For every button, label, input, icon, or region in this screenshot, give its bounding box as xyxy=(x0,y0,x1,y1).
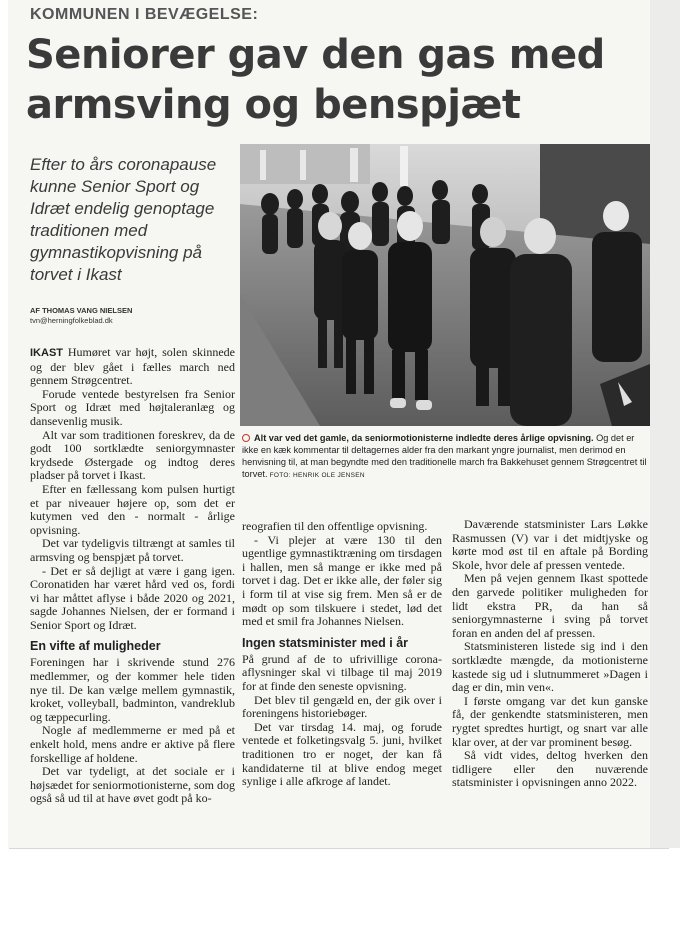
paragraph: Statsministeren listede sig ind i den sortklædte mængde, da motionisterne kastede sig ud i slutnummeret »Dagen i dag er din, min ven«. xyxy=(452,639,648,695)
adjacent-page-edge xyxy=(650,0,680,848)
paragraph: Det blev til gengæld en, der gik over i foreningens historiebøger. xyxy=(242,692,442,721)
subheading: En vifte af muligheder xyxy=(30,639,161,654)
paragraph: Forude ventede bestyrelsen fra Senior Sport og Idræt med højtaleranlæg og dansevenlig musik. xyxy=(30,386,235,428)
caption-text: Og det er ikke en kæk kommentar til deltagernes alder fra den markant yngre journalist, men derimod en henvisning til, at man begyndte med den traditionelle march fra Bakkehuset gennem Strøgcentret til torvet. xyxy=(242,433,647,479)
paragraph: Alt var som traditionen foreskrev, da de godt 100 sortklædte seniorgymnaster krydsede Østergade og indtog deres pladser på torvet i Ikast. xyxy=(30,427,235,483)
caption-marker-icon xyxy=(242,434,250,442)
paragraph: Foreningen har i skrivende stund 276 medlemmer, og der kommer hele tiden nye til. De kan vælge mellem gymnastik, kroket, volleyball, badminton, vandreklub og tæppecurling. xyxy=(30,655,235,724)
paragraph: - Vi plejer at være 130 til den ugentlige gymnastiktræning om tirsdagen i hallen, men så mange er ikke med på torvet i dag. Det er ikke alle, der føler sig i form til at vise sig frem. Men så er de mødt op som tilskuere i stedet, lød det med et smil fra Johannes Nielsen. xyxy=(242,532,442,629)
seniors-marching-photo xyxy=(240,144,650,426)
byline-author: AF THOMAS VANG NIELSEN xyxy=(30,306,133,315)
paragraph: Daværende statsminister Lars Løkke Rasmussen (V) var i det midtjyske og kørte mod øst til en aftale på Bording Skole, hvor dele af pressen ventede. xyxy=(452,517,648,572)
photo-credit: FOTO: HENRIK OLE JENSEN xyxy=(267,472,365,479)
caption-bold: Alt var ved det gamle, da seniormotionisterne indledte deres årlige opvisning. xyxy=(254,433,594,443)
paragraph: Det var tirsdag 14. maj, og forude ventede et folketingsvalg 5. juni, hvilket traditionen tro er noget, der kan få kandidaterne til at blive endog meget synlige i alle afkroge af landet. xyxy=(242,719,442,789)
paragraph: I første omgang var det kun ganske få, der genkendte statsministeren, men rygtet spredtes hurtigt, og snart var alle klar over, at der var prominent besøg. xyxy=(452,693,648,749)
dateline: IKAST xyxy=(30,347,63,359)
paragraph: Så vidt vides, deltog hverken den tidligere eller den nuværende statsminister i opvisningen anno 2022. xyxy=(452,748,648,790)
headline-line-1: Seniorer gav den gas med xyxy=(26,32,605,78)
paragraph: Det var tydeligt, at det sociale er i højsædet for seniormotionisterne, som dog også så ud til at have øvet godt på ko- xyxy=(30,764,235,806)
paragraph: Nogle af medlemmerne er med på et enkelt hold, mens andre er aktive på flere forskellige af holdene. xyxy=(30,723,235,765)
byline-email: tvn@herningfolkeblad.dk xyxy=(30,316,113,325)
lead-paragraph: Efter to års coronapause kunne Senior Sport og Idræt endelig genoptage traditionen med gymnastikopvisning på torvet i Ikast xyxy=(30,155,217,284)
paragraph: - Det er så dejligt at være i gang igen. Coronatiden har været hård ved os, fordi vi har måttet aflyse i både 2020 og 2021, sagde Johannes Nielsen, der er formand i Senior Sport og Idræt. xyxy=(30,563,235,632)
article-photo xyxy=(240,144,650,426)
byline xyxy=(30,306,230,326)
headline xyxy=(26,30,626,130)
paragraph: reografien til den offentlige opvisning. xyxy=(242,519,428,533)
paragraph: Men på vejen gennem Ikast spottede den garvede politiker muligheden for lidt ekstra PR, da han så seniorgymnasterne i sving på torvet foran en anden del af pressen. xyxy=(452,571,648,640)
paragraph: På grund af de to ufrivillige corona-aflysninger skal vi tilbage til maj 2019 for at finde den seneste opvisning. xyxy=(242,651,442,693)
headline-line-2: armsving og benspjæt xyxy=(26,82,521,128)
article-column-3 xyxy=(452,518,648,790)
paragraph xyxy=(30,346,235,388)
subheading: Ingen statsminister med i år xyxy=(242,635,409,650)
article-column-2 xyxy=(242,520,442,789)
paragraph: Det var tydeligvis tiltrængt at samles til armsving og benspjæt på torvet. xyxy=(30,536,235,564)
paragraph-text: Humøret var højt, solen skinnede og der blev gået i fælles march ned gennem Strøgcentret. xyxy=(30,345,235,388)
section-kicker: KOMMUNEN I BEVÆGELSE: xyxy=(30,6,259,23)
photo-caption xyxy=(242,432,647,482)
paragraph: Efter en fællessang kom pulsen hurtigt et par niveauer højere op, som det er kutymen ved den - normalt - årlige opvisning. xyxy=(30,481,235,537)
article-column-1 xyxy=(30,346,235,806)
